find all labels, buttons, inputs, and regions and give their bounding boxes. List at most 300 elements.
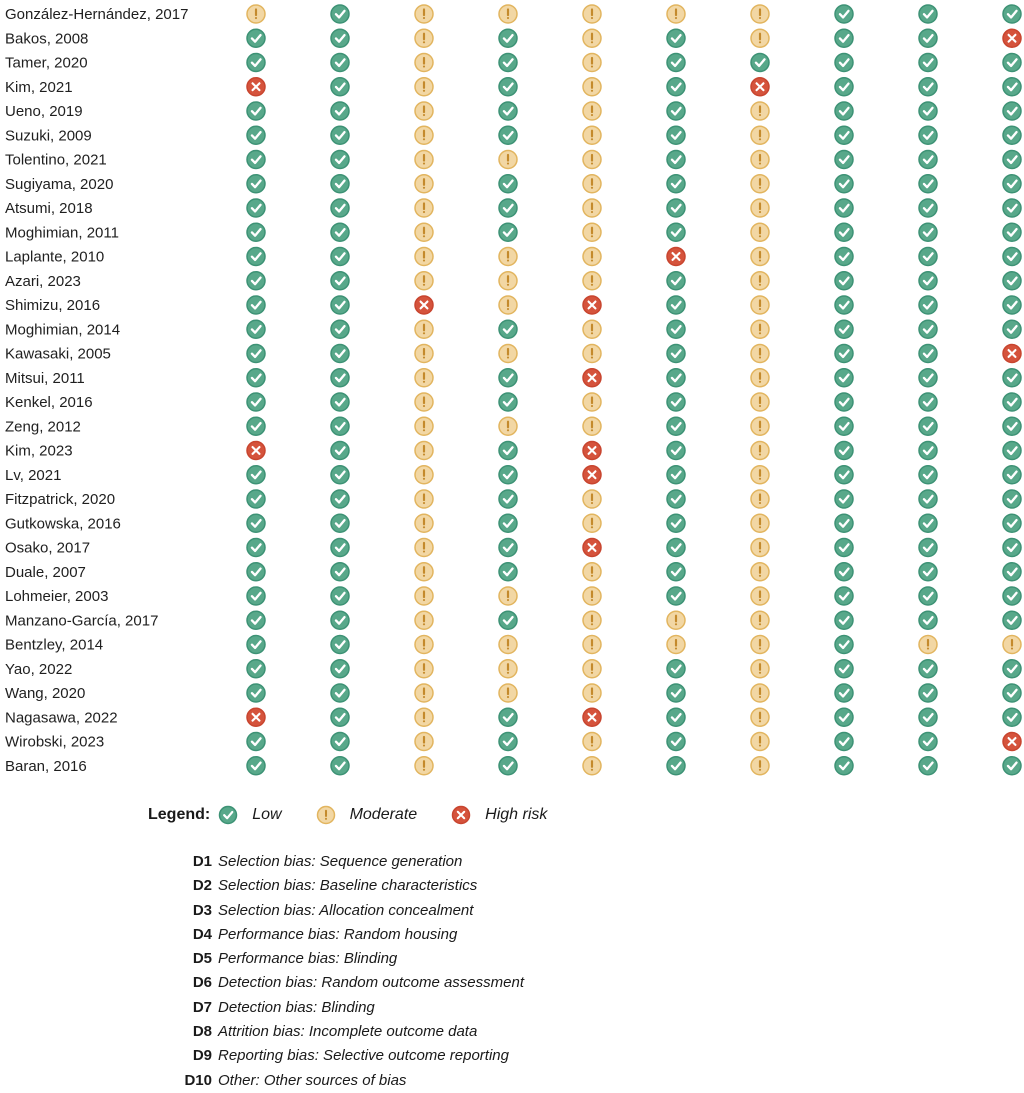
rating-d1-low-icon — [247, 248, 265, 266]
legend — [148, 802, 581, 828]
study-label: Wang, 2020 — [5, 685, 86, 702]
rating-d5-high-icon — [583, 708, 601, 726]
rating-d9-low-icon — [919, 466, 937, 484]
rating-d6-low-icon — [667, 369, 685, 387]
rating-d5-moderate-icon — [583, 78, 601, 96]
rating-d7-moderate-icon — [751, 272, 769, 290]
rating-d8-low-icon — [835, 660, 853, 678]
rating-d10-low-icon — [1003, 5, 1021, 23]
domain-code: D3 — [192, 901, 212, 919]
rating-d10-low-icon — [1003, 199, 1021, 217]
rating-d9-low-icon — [919, 563, 937, 581]
rating-d6-moderate-icon — [667, 5, 685, 23]
study-label: Tamer, 2020 — [5, 54, 88, 72]
rating-d2-low-icon — [331, 320, 349, 338]
rating-d4-low-icon — [499, 199, 517, 217]
rating-d7-high-icon — [751, 78, 769, 96]
domain-key-row — [168, 923, 688, 947]
rating-d5-moderate-icon — [583, 563, 601, 581]
rating-d10-low-icon — [1003, 393, 1021, 411]
rating-d8-low-icon — [835, 5, 853, 23]
rating-d8-low-icon — [835, 296, 853, 314]
rating-d3-moderate-icon — [415, 369, 433, 387]
study-label: Kawasaki, 2005 — [5, 345, 111, 363]
rating-d6-low-icon — [667, 223, 685, 241]
rating-d4-low-icon — [499, 490, 517, 508]
domain-description: Attrition bias: Incomplete outcome data — [218, 1023, 478, 1041]
rating-d7-moderate-icon — [751, 417, 769, 435]
rating-d10-low-icon — [1003, 684, 1021, 702]
domain-key-row — [168, 971, 688, 995]
study-row — [5, 563, 1021, 581]
rating-d2-low-icon — [331, 684, 349, 702]
rating-d3-moderate-icon — [415, 611, 433, 629]
rating-d5-moderate-icon — [583, 417, 601, 435]
rating-d6-low-icon — [667, 514, 685, 532]
rating-d6-low-icon — [667, 29, 685, 47]
rating-d2-low-icon — [331, 175, 349, 193]
rating-d10-low-icon — [1003, 272, 1021, 290]
rating-d6-low-icon — [667, 54, 685, 72]
rating-d8-low-icon — [835, 611, 853, 629]
study-label: Kenkel, 2016 — [5, 394, 93, 411]
rating-d7-moderate-icon — [751, 587, 769, 605]
rating-d4-low-icon — [499, 29, 517, 47]
legend-entry-moderate — [316, 805, 418, 825]
rating-d2-low-icon — [331, 636, 349, 654]
rating-d5-moderate-icon — [583, 175, 601, 193]
rating-d1-low-icon — [247, 757, 265, 775]
rating-d7-moderate-icon — [751, 199, 769, 217]
rating-d8-low-icon — [835, 393, 853, 411]
study-row — [5, 78, 1021, 96]
domain-key-row — [168, 874, 688, 898]
rating-d7-moderate-icon — [751, 539, 769, 557]
study-label: Tolentino, 2021 — [5, 151, 107, 169]
rating-d3-moderate-icon — [415, 248, 433, 266]
rating-d6-moderate-icon — [667, 611, 685, 629]
domain-description: Selection bias: Sequence generation — [218, 853, 463, 870]
rating-d4-low-icon — [499, 442, 517, 460]
study-row — [5, 369, 1021, 387]
study-label: Mitsui, 2011 — [5, 369, 85, 387]
rating-d3-moderate-icon — [415, 757, 433, 775]
rating-d3-moderate-icon — [415, 102, 433, 120]
rating-d6-low-icon — [667, 345, 685, 363]
study-row — [5, 175, 1021, 193]
rating-d3-moderate-icon — [415, 175, 433, 193]
rating-d5-moderate-icon — [583, 29, 601, 47]
rating-d7-moderate-icon — [751, 223, 769, 241]
rating-d8-low-icon — [835, 563, 853, 581]
rating-d5-moderate-icon — [583, 320, 601, 338]
rating-d7-moderate-icon — [751, 102, 769, 120]
study-row — [5, 5, 1021, 23]
rating-d3-moderate-icon — [415, 345, 433, 363]
rating-d3-moderate-icon — [415, 733, 433, 751]
rating-d2-low-icon — [331, 5, 349, 23]
rating-d4-low-icon — [499, 320, 517, 338]
rating-d4-moderate-icon — [499, 5, 517, 23]
rating-d9-low-icon — [919, 708, 937, 726]
rating-d3-moderate-icon — [415, 78, 433, 96]
study-row — [5, 320, 1021, 338]
rating-d9-low-icon — [919, 199, 937, 217]
rating-d6-low-icon — [667, 393, 685, 411]
rating-d10-low-icon — [1003, 490, 1021, 508]
rating-d6-low-icon — [667, 563, 685, 581]
rating-d5-moderate-icon — [583, 684, 601, 702]
rating-d10-low-icon — [1003, 78, 1021, 96]
rating-d9-low-icon — [919, 345, 937, 363]
rating-d7-moderate-icon — [751, 466, 769, 484]
rating-d6-low-icon — [667, 78, 685, 96]
rating-d8-low-icon — [835, 442, 853, 460]
rating-d7-moderate-icon — [751, 708, 769, 726]
rating-d4-moderate-icon — [499, 272, 517, 290]
rating-d5-moderate-icon — [583, 272, 601, 290]
study-label: Atsumi, 2018 — [5, 200, 93, 217]
rating-d4-low-icon — [499, 369, 517, 387]
domain-key-row — [168, 1069, 688, 1093]
rating-d8-low-icon — [835, 320, 853, 338]
rating-d7-moderate-icon — [751, 733, 769, 751]
rating-d2-low-icon — [331, 417, 349, 435]
rating-d6-low-icon — [667, 733, 685, 751]
rating-d10-low-icon — [1003, 563, 1021, 581]
rating-d8-low-icon — [835, 514, 853, 532]
rating-d8-low-icon — [835, 78, 853, 96]
rating-d5-moderate-icon — [583, 199, 601, 217]
rating-d8-low-icon — [835, 345, 853, 363]
domain-key — [168, 850, 688, 1093]
domain-description: Selection bias: Baseline characteristics — [218, 877, 478, 895]
rating-d1-low-icon — [247, 490, 265, 508]
study-label: Gutkowska, 2016 — [5, 515, 121, 533]
rating-d1-low-icon — [247, 417, 265, 435]
legend-low-label: Low — [252, 806, 282, 823]
rating-d2-low-icon — [331, 29, 349, 47]
rating-d9-low-icon — [919, 320, 937, 338]
rating-d5-moderate-icon — [583, 514, 601, 532]
rating-d7-moderate-icon — [751, 248, 769, 266]
rating-d1-low-icon — [247, 393, 265, 411]
study-label: Sugiyama, 2020 — [5, 175, 114, 193]
domain-description: Performance bias: Random housing — [218, 925, 458, 943]
rating-d2-low-icon — [331, 199, 349, 217]
rating-d9-low-icon — [919, 248, 937, 266]
rating-d5-high-icon — [583, 296, 601, 314]
rating-d7-low-icon — [751, 54, 769, 72]
study-label: Yao, 2022 — [5, 660, 73, 678]
study-row — [5, 151, 1021, 169]
domain-key-row — [168, 947, 688, 971]
study-label: Lv, 2021 — [5, 466, 62, 484]
rating-d9-low-icon — [919, 126, 937, 144]
rating-d10-low-icon — [1003, 320, 1021, 338]
rating-d2-low-icon — [331, 708, 349, 726]
rating-d6-low-icon — [667, 757, 685, 775]
rating-d6-low-icon — [667, 320, 685, 338]
rating-d1-low-icon — [247, 733, 265, 751]
rating-d1-low-icon — [247, 587, 265, 605]
rating-d7-moderate-icon — [751, 296, 769, 314]
rating-d4-low-icon — [499, 563, 517, 581]
rating-d5-moderate-icon — [583, 757, 601, 775]
rating-d3-moderate-icon — [415, 54, 433, 72]
rating-d4-low-icon — [499, 708, 517, 726]
domain-description: Detection bias: Blinding — [218, 998, 375, 1016]
rating-d8-low-icon — [835, 175, 853, 193]
domain-code: D1 — [192, 853, 212, 870]
high-risk-icon — [451, 805, 471, 825]
rating-d6-low-icon — [667, 684, 685, 702]
rating-d6-low-icon — [667, 102, 685, 120]
rating-d2-low-icon — [331, 54, 349, 72]
rating-d5-moderate-icon — [583, 126, 601, 144]
rating-d8-low-icon — [835, 539, 853, 557]
rating-d1-low-icon — [247, 29, 265, 47]
rating-d1-low-icon — [247, 660, 265, 678]
rating-d2-low-icon — [331, 539, 349, 557]
rating-d6-low-icon — [667, 708, 685, 726]
study-row — [5, 29, 1021, 47]
rating-d8-low-icon — [835, 102, 853, 120]
study-label: Baran, 2016 — [5, 757, 87, 775]
domain-key-row — [168, 1044, 688, 1068]
domain-code: D10 — [184, 1071, 212, 1089]
rating-d4-moderate-icon — [499, 248, 517, 266]
rating-d9-low-icon — [919, 684, 937, 702]
rating-d5-moderate-icon — [583, 223, 601, 241]
rating-d10-low-icon — [1003, 369, 1021, 387]
rating-d1-low-icon — [247, 199, 265, 217]
rating-d3-moderate-icon — [415, 587, 433, 605]
study-row — [5, 587, 1021, 605]
rating-d3-moderate-icon — [415, 151, 433, 169]
rating-d9-low-icon — [919, 102, 937, 120]
study-row — [5, 757, 1021, 775]
study-row — [5, 514, 1021, 532]
rating-d8-low-icon — [835, 684, 853, 702]
rating-d8-low-icon — [835, 199, 853, 217]
rating-d9-moderate-icon — [919, 636, 937, 654]
rating-d3-moderate-icon — [415, 660, 433, 678]
domain-description: Reporting bias: Selective outcome reporting — [218, 1047, 509, 1065]
moderate-risk-icon — [316, 805, 336, 825]
rating-d7-moderate-icon — [751, 369, 769, 387]
rating-d1-high-icon — [247, 442, 265, 460]
rating-d1-low-icon — [247, 514, 265, 532]
study-row — [5, 126, 1021, 144]
rating-d3-high-icon — [415, 296, 433, 314]
rating-d9-low-icon — [919, 757, 937, 775]
study-row — [5, 660, 1021, 678]
rating-d3-moderate-icon — [415, 442, 433, 460]
domain-description: Other: Other sources of bias — [218, 1071, 407, 1089]
study-label: Duale, 2007 — [5, 563, 86, 581]
rating-d9-low-icon — [919, 272, 937, 290]
rating-d6-low-icon — [667, 442, 685, 460]
rating-d10-high-icon — [1003, 345, 1021, 363]
rating-d3-moderate-icon — [415, 563, 433, 581]
rating-d9-low-icon — [919, 223, 937, 241]
rating-d1-low-icon — [247, 151, 265, 169]
rating-d6-low-icon — [667, 151, 685, 169]
study-row — [5, 223, 1021, 241]
rating-d3-moderate-icon — [415, 708, 433, 726]
rating-d5-moderate-icon — [583, 102, 601, 120]
legend-entry-low — [218, 805, 281, 825]
study-label: Bakos, 2008 — [5, 30, 89, 48]
rating-d9-low-icon — [919, 29, 937, 47]
rating-d6-low-icon — [667, 126, 685, 144]
rating-d10-low-icon — [1003, 708, 1021, 726]
rating-d7-moderate-icon — [751, 393, 769, 411]
rating-d10-low-icon — [1003, 514, 1021, 532]
rating-d2-low-icon — [331, 660, 349, 678]
rating-d8-low-icon — [835, 708, 853, 726]
rating-d2-low-icon — [331, 587, 349, 605]
rating-d2-low-icon — [331, 223, 349, 241]
rating-d7-moderate-icon — [751, 514, 769, 532]
rating-d6-low-icon — [667, 175, 685, 193]
study-row — [5, 611, 1021, 629]
rating-d6-low-icon — [667, 199, 685, 217]
rating-d5-moderate-icon — [583, 345, 601, 363]
rating-d9-low-icon — [919, 587, 937, 605]
rating-d8-low-icon — [835, 733, 853, 751]
domain-key-row — [168, 1020, 688, 1044]
rating-d6-low-icon — [667, 272, 685, 290]
rating-d2-low-icon — [331, 296, 349, 314]
rating-d2-low-icon — [331, 102, 349, 120]
domain-code: D7 — [192, 998, 212, 1016]
legend-high-label: High risk — [485, 806, 548, 823]
rating-d6-low-icon — [667, 417, 685, 435]
study-row — [5, 102, 1021, 120]
rating-d5-moderate-icon — [583, 151, 601, 169]
rating-d4-low-icon — [499, 78, 517, 96]
rating-d8-low-icon — [835, 223, 853, 241]
rating-d3-moderate-icon — [415, 5, 433, 23]
rating-d5-high-icon — [583, 539, 601, 557]
low-risk-icon — [218, 805, 238, 825]
rating-d2-low-icon — [331, 151, 349, 169]
rating-d7-moderate-icon — [751, 5, 769, 23]
rating-d3-moderate-icon — [415, 684, 433, 702]
rating-d3-moderate-icon — [415, 466, 433, 484]
study-label: Shimizu, 2016 — [5, 297, 101, 314]
rating-d3-moderate-icon — [415, 514, 433, 532]
rating-d9-low-icon — [919, 733, 937, 751]
rating-d10-low-icon — [1003, 587, 1021, 605]
rating-d5-high-icon — [583, 369, 601, 387]
rating-d1-moderate-icon — [247, 5, 265, 23]
study-label: Moghimian, 2011 — [5, 224, 119, 242]
rating-d4-low-icon — [499, 539, 517, 557]
rating-d9-low-icon — [919, 417, 937, 435]
study-label: Ueno, 2019 — [5, 103, 83, 120]
rating-d1-low-icon — [247, 563, 265, 581]
rating-d8-low-icon — [835, 490, 853, 508]
rating-d7-moderate-icon — [751, 611, 769, 629]
rating-d10-high-icon — [1003, 29, 1021, 47]
rating-d3-moderate-icon — [415, 320, 433, 338]
study-label: Osako, 2017 — [5, 539, 91, 557]
rating-d4-low-icon — [499, 175, 517, 193]
study-row — [5, 490, 1021, 508]
rating-d9-low-icon — [919, 78, 937, 96]
rating-d5-moderate-icon — [583, 393, 601, 411]
rating-d2-low-icon — [331, 611, 349, 629]
rating-d8-low-icon — [835, 29, 853, 47]
rating-d7-moderate-icon — [751, 175, 769, 193]
rating-d2-low-icon — [331, 248, 349, 266]
rating-d10-low-icon — [1003, 539, 1021, 557]
rating-d4-low-icon — [499, 611, 517, 629]
study-label: Nagasawa, 2022 — [5, 709, 118, 727]
study-rows — [5, 5, 1021, 775]
rating-d7-moderate-icon — [751, 126, 769, 144]
rating-d3-moderate-icon — [415, 29, 433, 47]
rating-d5-moderate-icon — [583, 5, 601, 23]
rating-d3-moderate-icon — [415, 199, 433, 217]
study-label: Zeng, 2012 — [5, 418, 81, 436]
rating-d1-low-icon — [247, 296, 265, 314]
study-row — [5, 417, 1021, 435]
rating-d1-low-icon — [247, 102, 265, 120]
rating-d8-low-icon — [835, 587, 853, 605]
rating-d8-low-icon — [835, 466, 853, 484]
rating-d9-low-icon — [919, 54, 937, 72]
rating-d4-low-icon — [499, 223, 517, 241]
study-row — [5, 708, 1021, 726]
rating-d4-moderate-icon — [499, 660, 517, 678]
rating-d7-moderate-icon — [751, 636, 769, 654]
rating-d1-low-icon — [247, 320, 265, 338]
rating-d5-high-icon — [583, 442, 601, 460]
rating-d7-moderate-icon — [751, 757, 769, 775]
rating-d10-low-icon — [1003, 660, 1021, 678]
rating-d4-moderate-icon — [499, 345, 517, 363]
rating-d9-low-icon — [919, 660, 937, 678]
study-row — [5, 345, 1021, 363]
domain-code: D5 — [192, 950, 212, 968]
study-label: Azari, 2023 — [5, 272, 81, 290]
rating-d4-low-icon — [499, 757, 517, 775]
rating-d6-moderate-icon — [667, 636, 685, 654]
rating-d10-low-icon — [1003, 248, 1021, 266]
rating-d3-moderate-icon — [415, 636, 433, 654]
rating-d10-low-icon — [1003, 54, 1021, 72]
rating-d1-low-icon — [247, 684, 265, 702]
rating-d10-low-icon — [1003, 296, 1021, 314]
rating-d9-low-icon — [919, 5, 937, 23]
legend-entry-high — [451, 805, 547, 825]
rating-d2-low-icon — [331, 345, 349, 363]
rating-d2-low-icon — [331, 78, 349, 96]
rating-d2-low-icon — [331, 272, 349, 290]
rating-d1-low-icon — [247, 54, 265, 72]
rating-d4-moderate-icon — [499, 636, 517, 654]
rating-d4-moderate-icon — [499, 151, 517, 169]
rating-d7-moderate-icon — [751, 151, 769, 169]
rating-d4-low-icon — [499, 393, 517, 411]
study-row — [5, 466, 1021, 484]
rating-d2-low-icon — [331, 466, 349, 484]
rating-d4-low-icon — [499, 466, 517, 484]
